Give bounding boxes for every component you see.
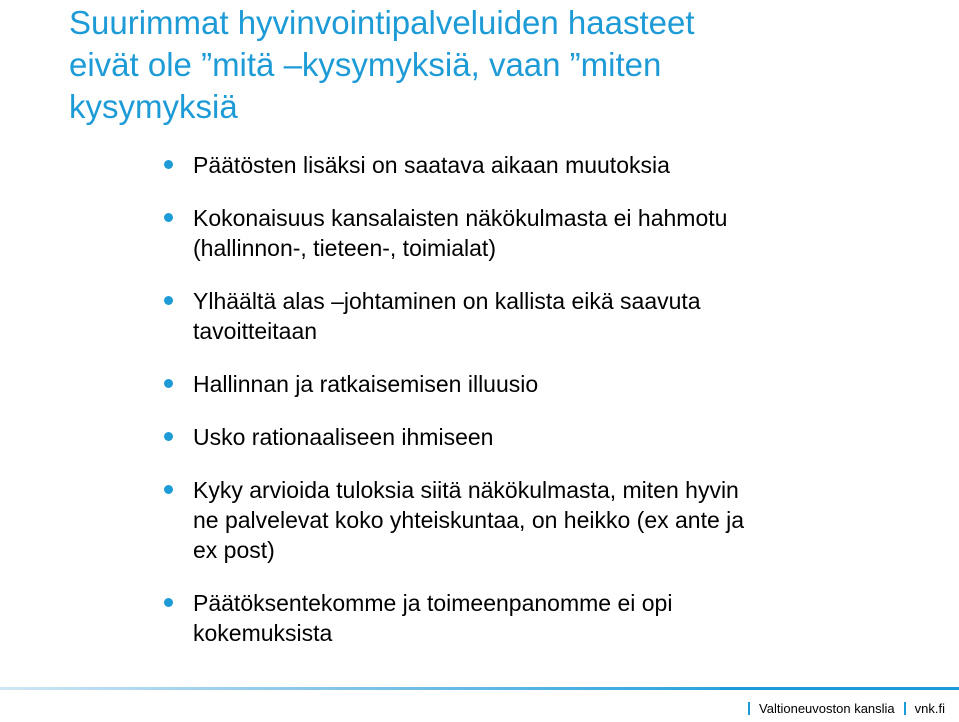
bullet-line: Päätösten lisäksi on saatava aikaan muutoksia bbox=[193, 152, 670, 178]
slide-title-line: kysymyksiä bbox=[69, 88, 238, 125]
bullet-text bbox=[193, 422, 921, 452]
bullet-line: Usko rationaaliseen ihmiseen bbox=[193, 424, 494, 450]
slide-title-line: Suurimmat hyvinvointipalveluiden haasteet bbox=[69, 4, 695, 41]
bullet-item bbox=[161, 286, 921, 346]
bullet-text bbox=[193, 369, 921, 399]
bullet-dot-icon bbox=[164, 160, 173, 169]
slide-title-line: eivät ole ”mitä –kysymyksiä, vaan ”miten bbox=[69, 46, 662, 83]
footer-divider-gradient bbox=[0, 687, 720, 690]
footer bbox=[748, 701, 945, 717]
bullet-text bbox=[193, 203, 921, 263]
bullet-line: Päätöksentekomme ja toimeenpanomme ei opi bbox=[193, 590, 673, 616]
bullet-line: tavoitteitaan bbox=[193, 318, 318, 344]
footer-separator-icon bbox=[748, 702, 750, 715]
bullet-line: ne palvelevat koko yhteiskuntaa, on heikko (ex ante ja bbox=[193, 507, 745, 533]
bullet-dot-icon bbox=[164, 432, 173, 441]
bullet-line: Ylhäältä alas –johtaminen on kallista eikä saavuta bbox=[193, 288, 701, 314]
bullet-dot-icon bbox=[164, 598, 173, 607]
bullet-dot-icon bbox=[164, 213, 173, 222]
bullet-line: Kyky arvioida tuloksia siitä näkökulmasta, miten hyvin bbox=[193, 477, 739, 503]
bullet-text bbox=[193, 475, 921, 565]
bullet-list bbox=[161, 150, 921, 648]
bullet-item bbox=[161, 203, 921, 263]
bullet-text bbox=[193, 588, 921, 648]
bullet-dot-icon bbox=[164, 379, 173, 388]
bullet-item bbox=[161, 369, 921, 399]
footer-org: Valtioneuvoston kanslia bbox=[759, 701, 895, 716]
bullet-item bbox=[161, 588, 921, 648]
bullet-item bbox=[161, 150, 921, 180]
bullet-item bbox=[161, 422, 921, 452]
footer-separator-icon bbox=[904, 702, 906, 715]
bullet-line: kokemuksista bbox=[193, 620, 333, 646]
bullet-line: (hallinnon-, tieteen-, toimialat) bbox=[193, 235, 496, 261]
footer-site-link[interactable]: vnk.fi bbox=[914, 701, 945, 716]
bullet-dot-icon bbox=[164, 296, 173, 305]
bullet-text bbox=[193, 286, 921, 346]
bullet-item bbox=[161, 475, 921, 565]
footer-divider-solid bbox=[720, 687, 959, 690]
bullet-line: Hallinnan ja ratkaisemisen illuusio bbox=[193, 371, 539, 397]
bullet-line: Kokonaisuus kansalaisten näkökulmasta ei hahmotu bbox=[193, 205, 728, 231]
bullet-dot-icon bbox=[164, 485, 173, 494]
footer-divider bbox=[0, 687, 959, 690]
bullet-line: ex post) bbox=[193, 537, 275, 563]
bullet-text bbox=[193, 150, 921, 180]
slide-title bbox=[69, 2, 939, 128]
